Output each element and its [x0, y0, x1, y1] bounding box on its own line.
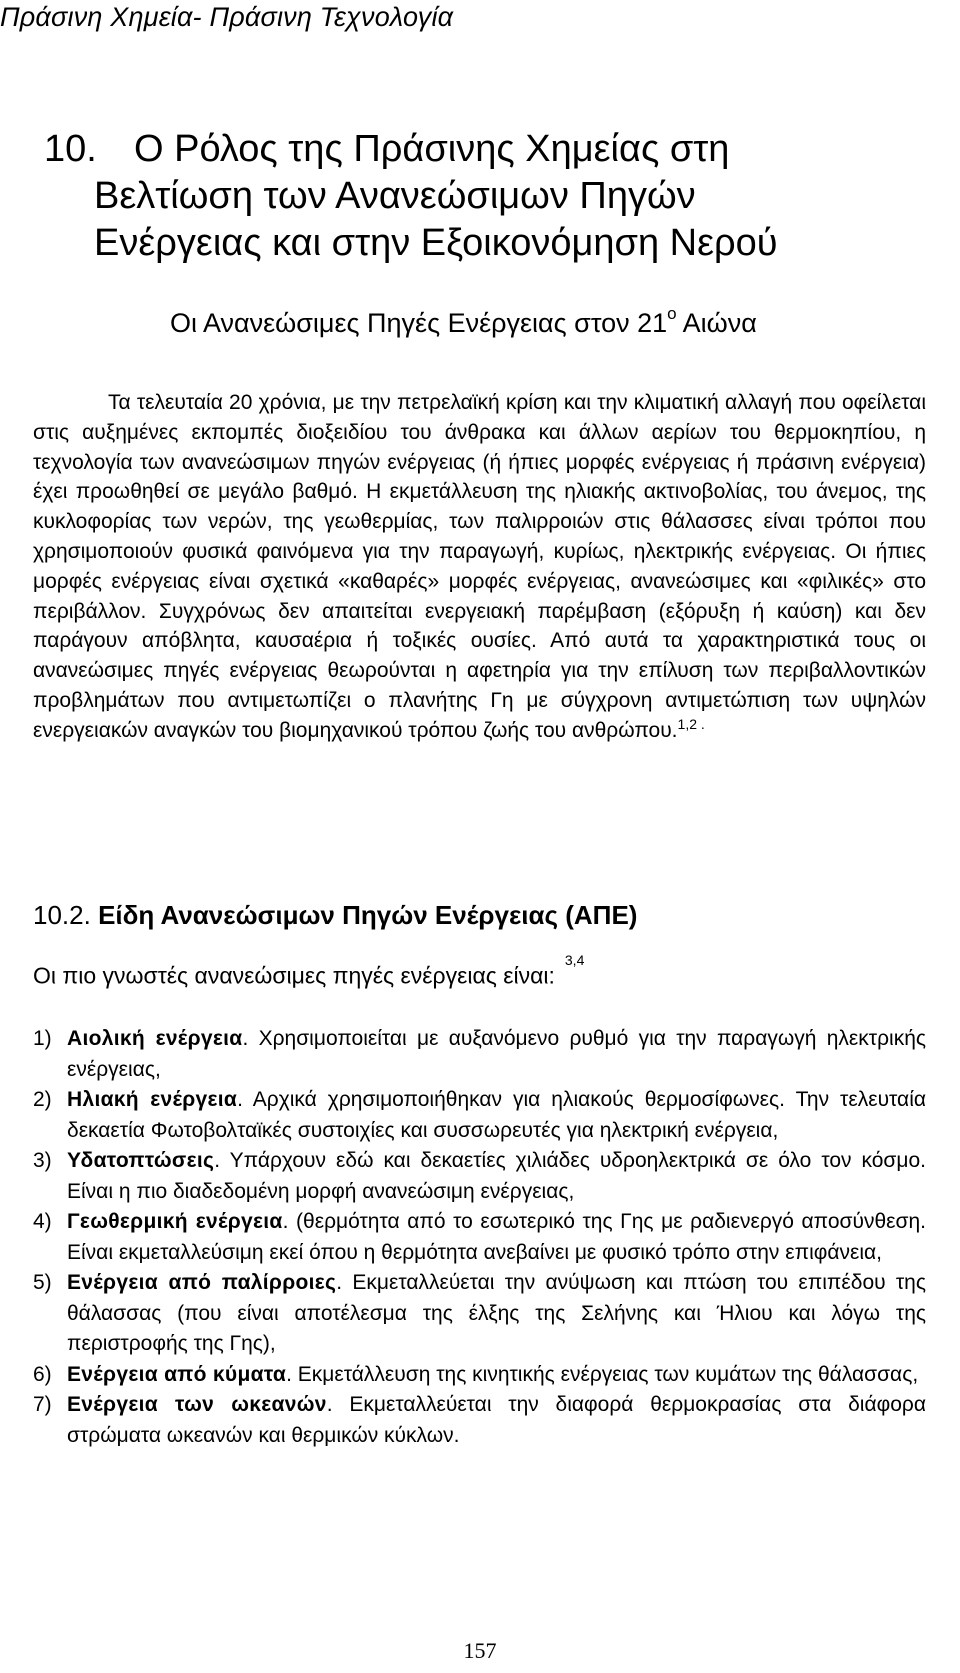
list-intro-reference: 3,4: [564, 952, 585, 968]
list-intro-text: Οι πιο γνωστές ανανεώσιμες πηγές ενέργειας είναι:: [33, 962, 555, 989]
list-item: [33, 1024, 926, 1085]
list-item-text: . Χρησιμοποιείται με αυξανόμενο ρυθμό για την παραγωγή ηλεκτρικής ενέργειας,: [67, 1027, 926, 1081]
list-item-body: [67, 1207, 926, 1268]
list-item-term: Ενέργεια των ωκεανών: [67, 1393, 327, 1416]
list-item-marker: 3): [33, 1149, 52, 1172]
paragraph-text: Τα τελευταία 20 χρόνια, με την πετρελαϊκή κρίση και την κλιματική αλλαγή που οφείλεται στις αυξημένες εκπομπές διοξειδίου του άνθρακα και άλλων αερίων του θερμοκηπίου, η τεχνολογία των ανανεώσιμων πηγών ενέργειας (ή ήπιες μορφές ενέργειας ή πράσινη ενέργεια) έχει προωθηθεί σε μεγάλο βαθμό. Η εκμετάλλευση της ηλιακής ακτινοβολίας, του άνεμος, της κυκλοφορίας των νερών, της γεωθερμίας, των παλιρροιών στις θάλασσες είναι τρόποι που χρησιμοποιούν φυσικά φαινόμενα για την παραγωγή, κυρίως, ηλεκτρικής ενέργειας. Οι ήπιες μορφές ενέργειας είναι σχετικά «καθαρές» μορφές ενέργειας, ανανεώσιμες και «φιλικές» στο περιβάλλον. Συγχρόνως δεν απαιτείται ενεργειακή παρέμβαση (εξόρυξη ή καύση) και δεν παράγουν απόβλητα, καυσαέρια ή τοξικές ουσίες. Από αυτά τα χαρακτηριστικά τους οι ανανεώσιμες πηγές ενέργειας θεωρούνται η αφετηρία για την επίλυση των περιβαλλοντικών προβλημάτων που αντιμετωπίζει ο πλανήτης Γη με σύγχρονη αντιμετώπιση των υψηλών ενεργειακών αναγκών του βιομηχανικού τρόπου ζωής του ανθρώπου.: [33, 391, 926, 742]
page-number: 157: [463, 1638, 497, 1663]
list-item-body: [67, 1360, 926, 1391]
list-item-term: Γεωθερμική ενέργεια: [67, 1210, 283, 1233]
list-item: [33, 1268, 926, 1360]
subsection-number: 10.2.: [33, 900, 91, 930]
chapter-title-line-3: Ενέργειας και στην Εξοικονόμηση Νερού: [94, 222, 778, 264]
list-item-term: Ηλιακή ενέργεια: [67, 1088, 238, 1111]
list-item-body: [67, 1390, 926, 1451]
list-item-text: . Εκμεταλλεύεται την διαφορά θερμοκρασίας στα διάφορα στρώματα ωκεανών και θερμικών κύκλων.: [67, 1393, 926, 1447]
list-item-marker: 5): [33, 1271, 52, 1294]
list-item-text: . Εκμετάλλευση της κινητικής ενέργειας των κυμάτων της θάλασσας,: [286, 1362, 919, 1386]
energy-source-list: [33, 1024, 926, 1451]
subsection-heading: [33, 900, 637, 931]
list-item: [33, 1360, 926, 1391]
list-item-text: . (θερμότητα από το εσωτερικό της Γης με ραδιενεργό αποσύνθεση. Είναι εκμεταλλεύσιμη εκεί όπου η θερμότητα ανεβαίνει με φυσικό τρόπο στην επιφάνεια,: [67, 1210, 926, 1264]
list-item: [33, 1390, 926, 1451]
chapter-title: [44, 126, 944, 267]
section-heading-superscript: ο: [667, 304, 677, 323]
chapter-number: 10.: [44, 128, 97, 170]
list-item-body: [67, 1146, 926, 1207]
list-intro: [33, 952, 585, 990]
paragraph-reference: 1,2 .: [677, 715, 705, 732]
list-item-body: [67, 1024, 926, 1085]
list-item-text: . Υπάρχουν εδώ και δεκαετίες χιλιάδες υδροηλεκτρικά σε όλο τον κόσμο. Είναι η πιο διαδεδομένη μορφή ανανεώσιμη ενέργειας,: [67, 1149, 926, 1203]
list-item-body: [67, 1085, 926, 1146]
list-item: [33, 1146, 926, 1207]
running-header: Πράσινη Χημεία- Πράσινη Τεχνολογία: [0, 2, 454, 32]
list-item: [33, 1207, 926, 1268]
list-item-marker: 1): [33, 1027, 52, 1050]
section-heading-tail: Αιώνα: [676, 308, 757, 338]
list-item-term: Ενέργεια από παλίρροιες: [67, 1271, 337, 1294]
body-paragraph: [33, 388, 926, 746]
list-item-term: Υδατοπτώσεις: [67, 1149, 215, 1172]
list-item-term: Ενέργεια από κύματα: [67, 1362, 287, 1386]
list-item-marker: 4): [33, 1210, 52, 1233]
list-item-term: Αιολική ενέργεια: [67, 1027, 243, 1050]
subsection-title: Είδη Ανανεώσιμων Πηγών Ενέργειας (ΑΠΕ): [98, 900, 638, 930]
list-item-marker: 7): [33, 1393, 52, 1416]
section-heading: [170, 304, 757, 339]
chapter-title-line-1: Ο Ρόλος της Πράσινης Χημείας στη: [134, 128, 730, 170]
list-item-text: . Αρχικά χρησιμοποιήθηκαν για ηλιακούς θερμοσίφωνες. Την τελευταία δεκαετία Φωτοβολταϊκές συστοιχίες και συσσωρευτές για ηλεκτρική ενέργεια,: [67, 1088, 926, 1142]
list-item: [33, 1085, 926, 1146]
section-heading-text: Οι Ανανεώσιμες Πηγές Ενέργειας στον 21: [170, 308, 668, 338]
list-item-text: . Εκμεταλλεύεται την ανύψωση και πτώση του επιπέδου της θάλασσας (που είναι αποτέλεσμα της έλξης της Σελήνης και Ήλιου και λόγω της περιστροφής της Γης),: [67, 1271, 926, 1355]
list-item-marker: 2): [33, 1088, 52, 1111]
list-item-body: [67, 1268, 926, 1360]
chapter-title-line-2: Βελτίωση των Ανανεώσιμων Πηγών: [94, 175, 696, 217]
list-item-marker: 6): [33, 1362, 52, 1386]
